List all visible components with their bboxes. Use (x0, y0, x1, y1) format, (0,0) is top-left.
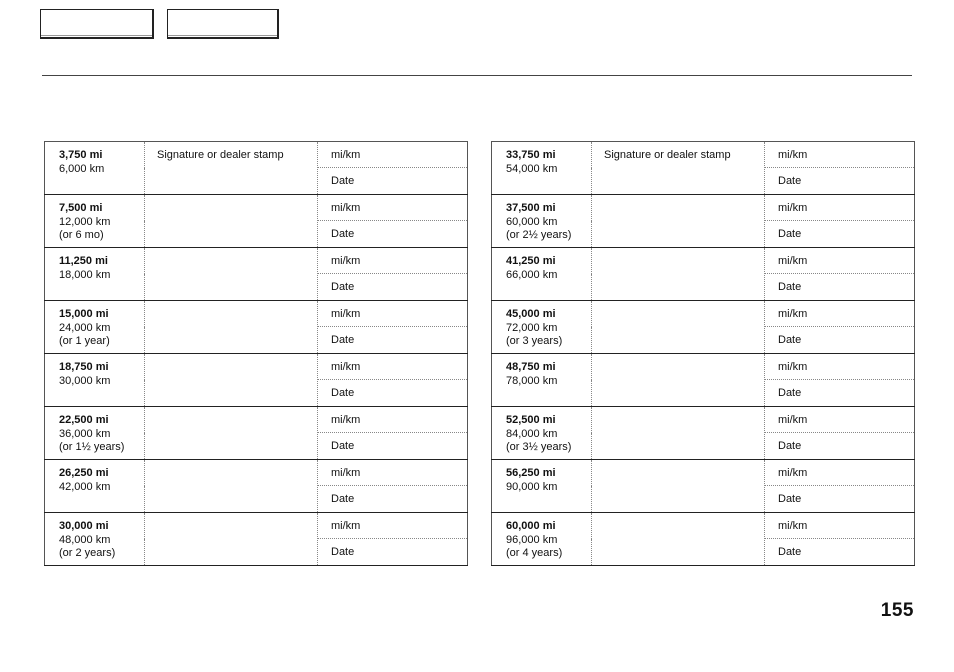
date-label: Date (331, 493, 355, 505)
date-label: Date (778, 440, 802, 452)
odometer-label: mi/km (331, 308, 361, 320)
signature-cell[interactable] (592, 142, 765, 195)
odometer-label: mi/km (778, 467, 808, 479)
odometer-cell[interactable] (765, 354, 915, 380)
odometer-label: mi/km (778, 149, 808, 161)
date-label: Date (778, 281, 802, 293)
interval-miles: 11,250 mi (59, 255, 108, 267)
log-row (45, 248, 468, 274)
interval-km: 78,000 km (506, 374, 558, 387)
interval-miles: 37,500 mi (506, 202, 556, 214)
odometer-label: mi/km (331, 361, 361, 373)
interval-note: (or 2½ years) (506, 229, 572, 241)
odometer-cell[interactable] (318, 354, 468, 380)
date-label: Date (331, 440, 355, 452)
header-divider (42, 75, 912, 76)
date-label: Date (778, 387, 802, 399)
interval-note: (or 4 years) (506, 547, 563, 559)
log-row (492, 513, 915, 539)
signature-cell[interactable] (592, 354, 765, 407)
signature-cell[interactable] (145, 460, 318, 513)
date-cell[interactable] (765, 327, 915, 354)
interval-miles: 45,000 mi (506, 308, 556, 320)
maintenance-log-table-left (44, 141, 468, 566)
log-row (45, 142, 468, 168)
interval-note: (or 3½ years) (506, 441, 572, 453)
odometer-label: mi/km (778, 520, 808, 532)
odometer-label: mi/km (778, 202, 808, 214)
interval-cell (45, 142, 145, 195)
interval-miles: 33,750 mi (506, 149, 556, 161)
interval-km: 18,000 km (59, 268, 111, 281)
interval-cell (45, 513, 145, 566)
interval-miles: 41,250 mi (506, 255, 556, 267)
odometer-label: mi/km (778, 414, 808, 426)
log-row (492, 195, 915, 221)
interval-note: (or 6 mo) (59, 229, 104, 241)
previous-page-button[interactable] (40, 9, 154, 39)
interval-miles: 7,500 mi (59, 202, 103, 214)
maintenance-log-table-right (491, 141, 915, 566)
date-label: Date (331, 228, 355, 240)
signature-cell[interactable] (592, 301, 765, 354)
date-label: Date (778, 334, 802, 346)
log-row (45, 301, 468, 327)
log-row (492, 301, 915, 327)
log-row (492, 354, 915, 380)
odometer-cell[interactable] (318, 407, 468, 433)
interval-km: 30,000 km (59, 374, 111, 387)
interval-cell (45, 460, 145, 513)
signature-cell[interactable] (592, 248, 765, 301)
interval-km: 96,000 km (506, 533, 558, 546)
odometer-cell[interactable] (318, 513, 468, 539)
page-number: 155 (880, 600, 914, 621)
interval-miles: 15,000 mi (59, 308, 109, 320)
interval-km: 84,000 km (506, 427, 558, 440)
interval-km: 54,000 km (506, 162, 558, 175)
date-cell[interactable] (318, 433, 468, 460)
odometer-label: mi/km (331, 202, 361, 214)
log-row (492, 248, 915, 274)
date-label: Date (778, 175, 802, 187)
interval-km: 36,000 km (59, 427, 111, 440)
date-cell[interactable] (318, 380, 468, 407)
date-label: Date (331, 175, 355, 187)
odometer-label: mi/km (331, 467, 361, 479)
interval-cell (492, 460, 592, 513)
date-label: Date (331, 334, 355, 346)
signature-cell[interactable] (592, 195, 765, 248)
date-cell[interactable] (318, 539, 468, 566)
odometer-cell[interactable] (765, 407, 915, 433)
interval-miles: 22,500 mi (59, 414, 109, 426)
odometer-label: mi/km (778, 255, 808, 267)
interval-cell (492, 407, 592, 460)
date-label: Date (331, 546, 355, 558)
odometer-cell[interactable] (318, 301, 468, 327)
date-cell[interactable] (318, 221, 468, 248)
date-label: Date (331, 281, 355, 293)
interval-km: 12,000 km (59, 215, 111, 228)
interval-miles: 18,750 mi (59, 361, 109, 373)
signature-cell[interactable] (592, 513, 765, 566)
date-label: Date (778, 493, 802, 505)
interval-note: (or 1 year) (59, 335, 110, 347)
interval-cell (492, 248, 592, 301)
interval-miles: 48,750 mi (506, 361, 556, 373)
date-cell[interactable] (765, 539, 915, 566)
interval-note: (or 1½ years) (59, 441, 125, 453)
interval-cell (492, 142, 592, 195)
signature-cell[interactable] (145, 248, 318, 301)
interval-cell (492, 195, 592, 248)
interval-miles: 56,250 mi (506, 467, 556, 479)
odometer-label: mi/km (331, 149, 361, 161)
odometer-label: mi/km (331, 520, 361, 532)
interval-miles: 26,250 mi (59, 467, 109, 479)
odometer-cell[interactable] (765, 460, 915, 486)
date-cell[interactable] (765, 168, 915, 195)
signature-header: Signature or dealer stamp (604, 149, 731, 161)
interval-cell (492, 301, 592, 354)
odometer-cell[interactable] (765, 248, 915, 274)
odometer-cell[interactable] (765, 301, 915, 327)
odometer-cell[interactable] (318, 460, 468, 486)
odometer-label: mi/km (778, 308, 808, 320)
interval-miles: 52,500 mi (506, 414, 556, 426)
interval-km: 24,000 km (59, 321, 111, 334)
date-cell[interactable] (765, 221, 915, 248)
interval-km: 42,000 km (59, 480, 111, 493)
odometer-label: mi/km (778, 361, 808, 373)
interval-km: 90,000 km (506, 480, 558, 493)
odometer-cell[interactable] (318, 195, 468, 221)
date-cell[interactable] (765, 433, 915, 460)
interval-cell (45, 407, 145, 460)
signature-cell[interactable] (592, 407, 765, 460)
interval-cell (45, 248, 145, 301)
interval-km: 60,000 km (506, 215, 558, 228)
signature-cell[interactable] (145, 301, 318, 354)
date-cell[interactable] (318, 168, 468, 195)
interval-km: 48,000 km (59, 533, 111, 546)
interval-miles: 60,000 mi (506, 520, 556, 532)
date-label: Date (331, 387, 355, 399)
interval-cell (45, 301, 145, 354)
odometer-cell[interactable] (318, 142, 468, 168)
log-row (45, 407, 468, 433)
signature-cell[interactable] (145, 195, 318, 248)
interval-cell (45, 354, 145, 407)
date-cell[interactable] (318, 274, 468, 301)
log-row (45, 513, 468, 539)
odometer-label: mi/km (331, 255, 361, 267)
date-cell[interactable] (765, 274, 915, 301)
interval-cell (45, 195, 145, 248)
log-row (45, 195, 468, 221)
interval-miles: 30,000 mi (59, 520, 109, 532)
odometer-label: mi/km (331, 414, 361, 426)
interval-cell (492, 513, 592, 566)
interval-cell (492, 354, 592, 407)
log-row (45, 460, 468, 486)
next-page-button[interactable] (167, 9, 279, 39)
odometer-cell[interactable] (765, 513, 915, 539)
interval-km: 72,000 km (506, 321, 558, 334)
odometer-cell[interactable] (318, 248, 468, 274)
date-cell[interactable] (765, 380, 915, 407)
interval-miles: 3,750 mi (59, 149, 103, 161)
date-label: Date (778, 228, 802, 240)
date-cell[interactable] (318, 327, 468, 354)
signature-cell[interactable] (592, 460, 765, 513)
date-label: Date (778, 546, 802, 558)
log-row (45, 354, 468, 380)
signature-cell[interactable] (145, 513, 318, 566)
signature-cell[interactable] (145, 354, 318, 407)
log-row (492, 142, 915, 168)
interval-km: 66,000 km (506, 268, 558, 281)
log-row (492, 407, 915, 433)
interval-note: (or 2 years) (59, 547, 116, 559)
date-cell[interactable] (318, 486, 468, 513)
signature-header: Signature or dealer stamp (157, 149, 284, 161)
odometer-cell[interactable] (765, 195, 915, 221)
signature-cell[interactable] (145, 142, 318, 195)
odometer-cell[interactable] (765, 142, 915, 168)
interval-km: 6,000 km (59, 162, 105, 175)
log-row (492, 460, 915, 486)
signature-cell[interactable] (145, 407, 318, 460)
interval-note: (or 3 years) (506, 335, 563, 347)
date-cell[interactable] (765, 486, 915, 513)
